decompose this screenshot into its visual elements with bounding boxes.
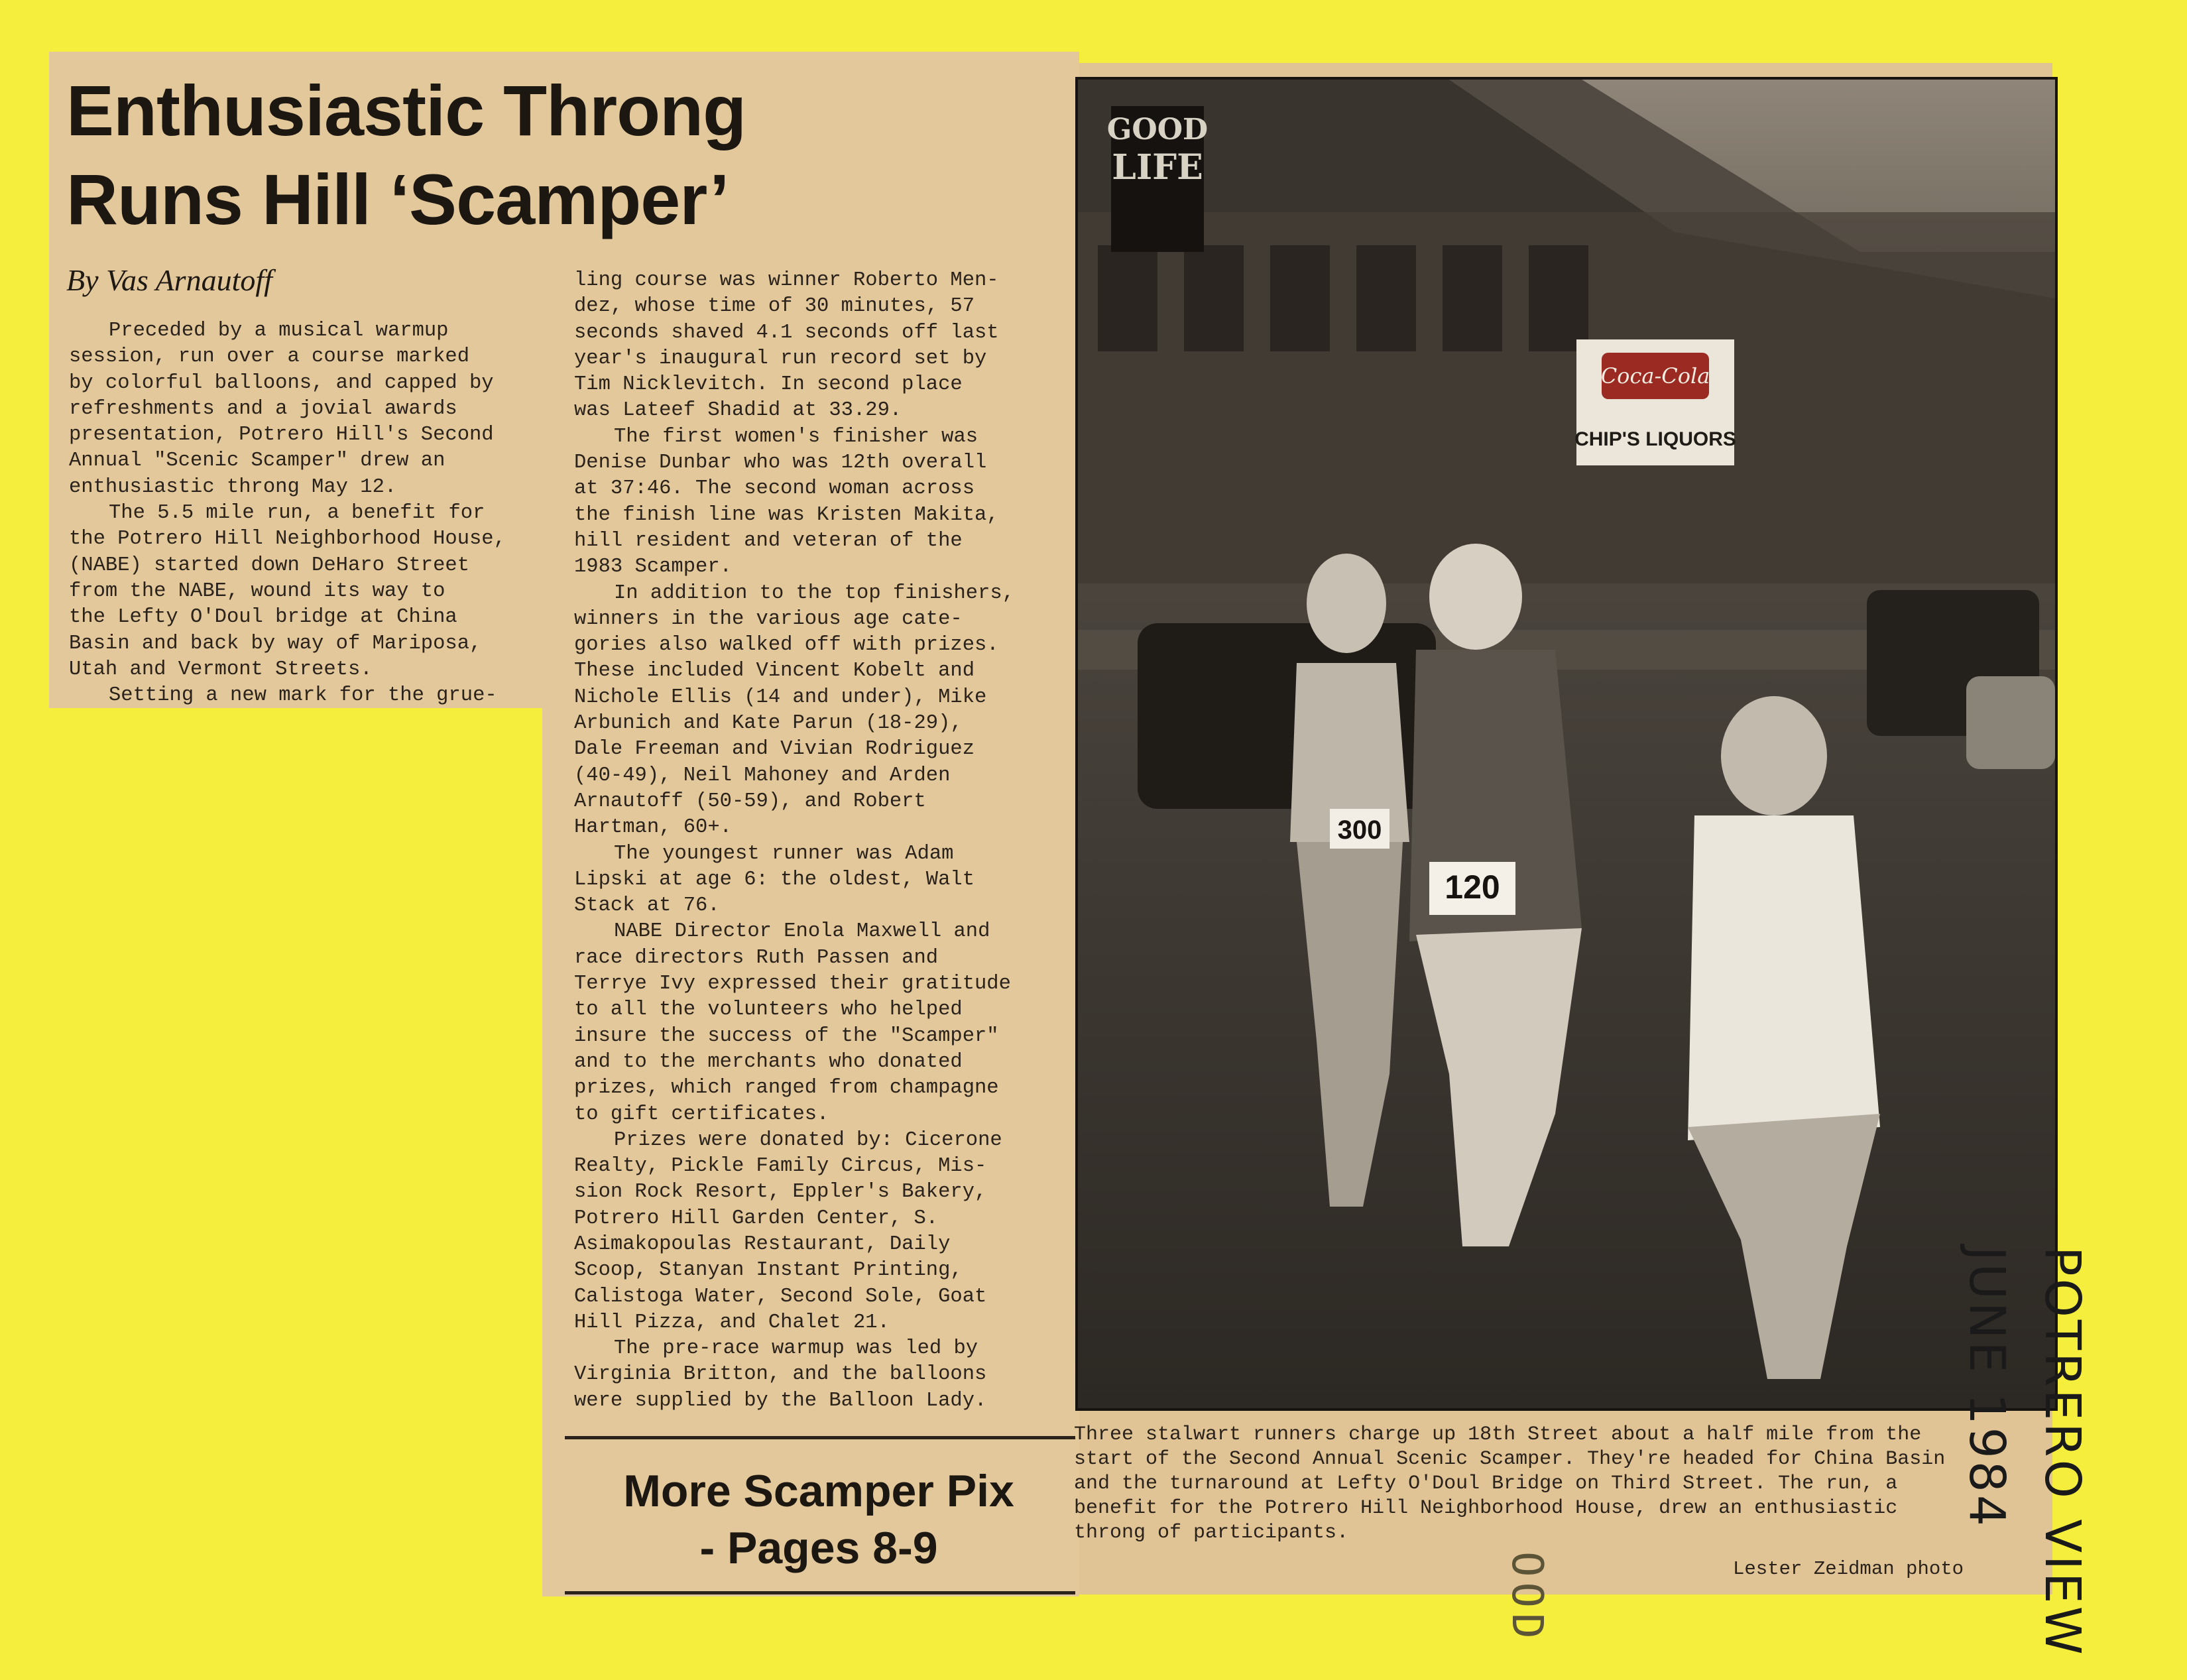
caption-line: start of the Second Annual Scenic Scamper. They're headed for China Basin [1074, 1448, 1946, 1470]
article-line: Hartman, 60+. [574, 816, 732, 839]
article-line: sion Rock Resort, Eppler's Bakery, [574, 1181, 987, 1204]
article-line: Realty, Pickle Family Circus, Mis- [574, 1155, 987, 1178]
article-line: 1983 Scamper. [574, 556, 732, 579]
article-line: Arnautoff (50-59), and Robert [574, 790, 926, 813]
bleed-through-text: OOD [1502, 1551, 1551, 1644]
photo-caption [1074, 1423, 2048, 1545]
sign-good-life-line-2: LIFE [1112, 147, 1203, 188]
race-photo [1075, 77, 2058, 1411]
article-line: were supplied by the Balloon Lady. [574, 1389, 987, 1412]
article-line: dez, whose time of 30 minutes, 57 [574, 295, 975, 318]
handwritten-publication: POTRERO VIEW [2034, 1246, 2091, 1657]
sign-good-life-line-1: GOOD [1106, 113, 1209, 147]
headline-line-1: Enthusiastic Throng [66, 70, 746, 150]
article-line: session, run over a course marked [69, 345, 469, 369]
article-line: prizes, which ranged from champagne [574, 1077, 999, 1100]
caption-line: and the turnaround at Lefty O'Doul Bridge on Third Street. The run, a [1074, 1472, 1898, 1495]
article-line: the Lefty O'Doul bridge at China [69, 606, 457, 629]
article-line: Stack at 76. [574, 894, 720, 918]
article-line: Potrero Hill Garden Center, S. [574, 1207, 939, 1230]
article-line: The pre-race warmup was led by [614, 1337, 978, 1360]
article-line: the Potrero Hill Neighborhood House, [69, 528, 506, 551]
divider-bottom [565, 1591, 1075, 1594]
article-line: insure the success of the "Scamper" [574, 1024, 999, 1048]
article-headline [66, 66, 895, 244]
article-line: Calistoga Water, Second Sole, Goat [574, 1285, 987, 1308]
article-line: Dale Freeman and Vivian Rodriguez [574, 738, 975, 761]
article-line: Basin and back by way of Mariposa, [69, 632, 482, 655]
article-line: enthusiastic throng May 12. [69, 475, 397, 499]
article-line: by colorful balloons, and capped by [69, 371, 494, 394]
divider-top [565, 1436, 1075, 1439]
handwritten-date: JUNE 1984 [1958, 1246, 2015, 1529]
article-line: The youngest runner was Adam [614, 842, 954, 865]
article-line: Asimakopoulas Restaurant, Daily [574, 1232, 951, 1256]
article-line: Prizes were donated by: Cicerone [614, 1128, 1002, 1152]
article-line: The first women's finisher was [614, 425, 978, 448]
article-line: ling course was winner Roberto Men- [574, 269, 999, 292]
article-line: Denise Dunbar who was 12th overall [574, 451, 987, 475]
sign-coca-cola: Coca-Cola [1600, 363, 1710, 389]
article-line: Setting a new mark for the grue- [109, 684, 497, 707]
photo-credit: Lester Zeidman photo [1733, 1558, 1964, 1580]
article-column-1 [69, 318, 533, 709]
article-line: NABE Director Enola Maxwell and [614, 920, 990, 943]
bib-300: 300 [1337, 815, 1382, 845]
article-line: Virginia Britton, and the balloons [574, 1363, 987, 1386]
sign-chips-liquors: CHIP'S LIQUORS [1574, 428, 1736, 450]
more-pix-line-1: More Scamper Pix [623, 1466, 1014, 1516]
bib-120: 120 [1445, 869, 1500, 906]
more-pix-box [567, 1463, 1071, 1577]
article-line: was Lateef Shadid at 33.29. [574, 399, 902, 422]
article-line: and to the merchants who donated [574, 1050, 963, 1073]
article-line: race directors Ruth Passen and [574, 946, 939, 969]
caption-line: throng of participants. [1074, 1522, 1349, 1544]
article-line: Lipski at age 6: the oldest, Walt [574, 868, 975, 891]
article-line: Nichole Ellis (14 and under), Mike [574, 686, 987, 709]
article-line: The 5.5 mile run, a benefit for [109, 502, 485, 525]
article-column-2 [574, 268, 1065, 1414]
article-line: seconds shaved 4.1 seconds off last [574, 321, 999, 344]
article-line: These included Vincent Kobelt and [574, 660, 975, 683]
caption-line: benefit for the Potrero Hill Neighborhood House, drew an enthusiastic [1074, 1497, 1898, 1520]
article-line: gories also walked off with prizes. [574, 634, 999, 657]
article-line: at 37:46. The second woman across [574, 477, 975, 501]
article-line: hill resident and veteran of the [574, 529, 963, 552]
article-line: (40-49), Neil Mahoney and Arden [574, 764, 951, 787]
article-line: Arbunich and Kate Parun (18-29), [574, 712, 963, 735]
article-line: In addition to the top finishers, [614, 581, 1014, 605]
headline-line-2: Runs Hill ‘Scamper’ [66, 159, 729, 239]
article-line: Tim Nicklevitch. In second place [574, 373, 963, 396]
caption-line: Three stalwart runners charge up 18th Street about a half mile from the [1074, 1423, 1922, 1446]
article-line: Scoop, Stanyan Instant Printing, [574, 1259, 963, 1282]
article-line: to gift certificates. [574, 1103, 829, 1126]
article-line: refreshments and a jovial awards [69, 397, 457, 420]
article-line: Annual "Scenic Scamper" drew an [69, 450, 445, 473]
byline: By Vas Arnautoff [66, 263, 272, 297]
article-line: year's inaugural run record set by [574, 347, 987, 370]
article-line: the finish line was Kristen Makita, [574, 503, 999, 526]
article-line: to all the volunteers who helped [574, 998, 963, 1022]
article-line: winners in the various age cate- [574, 607, 963, 630]
article-line: Hill Pizza, and Chalet 21. [574, 1311, 890, 1334]
article-line: Preceded by a musical warmup [109, 320, 449, 342]
race-photo-image [1078, 80, 2055, 1408]
article-line: presentation, Potrero Hill's Second [69, 424, 494, 447]
article-line: from the NABE, wound its way to [69, 579, 445, 603]
article-line: Terrye Ivy expressed their gratitude [574, 973, 1011, 996]
article-line: Utah and Vermont Streets. [69, 658, 373, 681]
more-pix-line-2: - Pages 8-9 [699, 1523, 938, 1573]
article-line: (NABE) started down DeHaro Street [69, 554, 469, 577]
